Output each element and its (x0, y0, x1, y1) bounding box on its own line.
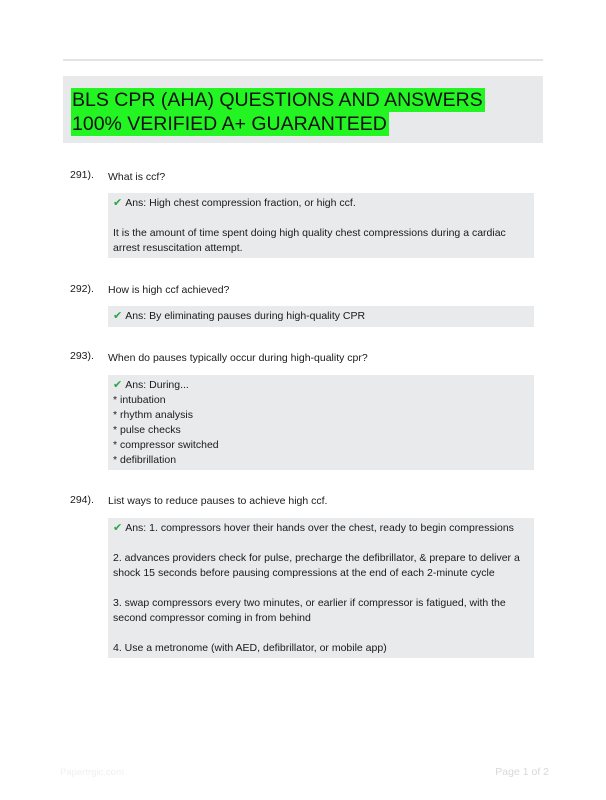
answer-list-item: * rhythm analysis (113, 409, 193, 421)
answer-list-item: * pulse checks (113, 424, 181, 436)
answer-line (113, 378, 530, 393)
answer-list-item: * defibrillation (113, 454, 177, 466)
question-number: 292). (70, 283, 94, 295)
answer-list-item: * compressor switched (113, 439, 219, 451)
question-number: 293). (70, 350, 94, 362)
answer-paragraph: It is the amount of time spent doing high quality chest compressions during a cardiac arrest resuscitation attempt. (113, 227, 506, 254)
answer-text: Ans: By eliminating pauses during high-quality CPR (125, 310, 366, 322)
spacer (113, 536, 530, 551)
answer-paragraph: 2. advances providers check for pulse, precharge the defibrillator, & prepare to deliver a shock 15 seconds before pausing compressions at the end of each 2-minute cycle (113, 552, 520, 579)
spacer (113, 581, 530, 596)
question-number: 294). (70, 494, 94, 506)
answer-box (108, 306, 534, 327)
spacer (113, 626, 530, 641)
answer-box (108, 375, 534, 470)
check-icon: ✔ (113, 522, 123, 534)
page-title-line-2: 100% VERIFIED A+ GUARANTEED (72, 113, 387, 135)
watermark-text: Papertrgic.com (60, 767, 124, 778)
answer-list-item: * intubation (113, 394, 166, 406)
answer-text: Ans: 1. compressors hover their hands over the chest, ready to begin compressions (125, 522, 514, 534)
answer-line (113, 521, 530, 536)
answer-box (108, 193, 534, 258)
question-number: 291). (70, 169, 94, 181)
check-icon: ✔ (113, 379, 123, 391)
answer-text: Ans: High chest compression fraction, or high ccf. (125, 197, 356, 209)
check-icon: ✔ (113, 197, 123, 209)
check-icon: ✔ (113, 310, 123, 322)
page-number: Page 1 of 2 (495, 766, 549, 778)
answer-paragraph: 4. Use a metronome (with AED, defibrillator, or mobile app) (113, 642, 387, 654)
answer-box (108, 518, 534, 658)
answer-text: Ans: During... (125, 379, 189, 391)
question-text: List ways to reduce pauses to achieve high ccf. (108, 495, 328, 507)
top-divider (63, 59, 543, 61)
question-text: When do pauses typically occur during high-quality cpr? (108, 352, 368, 364)
answer-line (113, 309, 530, 324)
question-text: How is high ccf achieved? (108, 284, 230, 296)
spacer (113, 211, 530, 226)
question-text: What is ccf? (108, 171, 166, 183)
page-title-line-1: BLS CPR (AHA) QUESTIONS AND ANSWERS (72, 89, 483, 111)
answer-line (113, 196, 530, 211)
answer-paragraph: 3. swap compressors every two minutes, or earlier if compressor is fatigued, with the second compressor coming in from behind (113, 597, 506, 624)
